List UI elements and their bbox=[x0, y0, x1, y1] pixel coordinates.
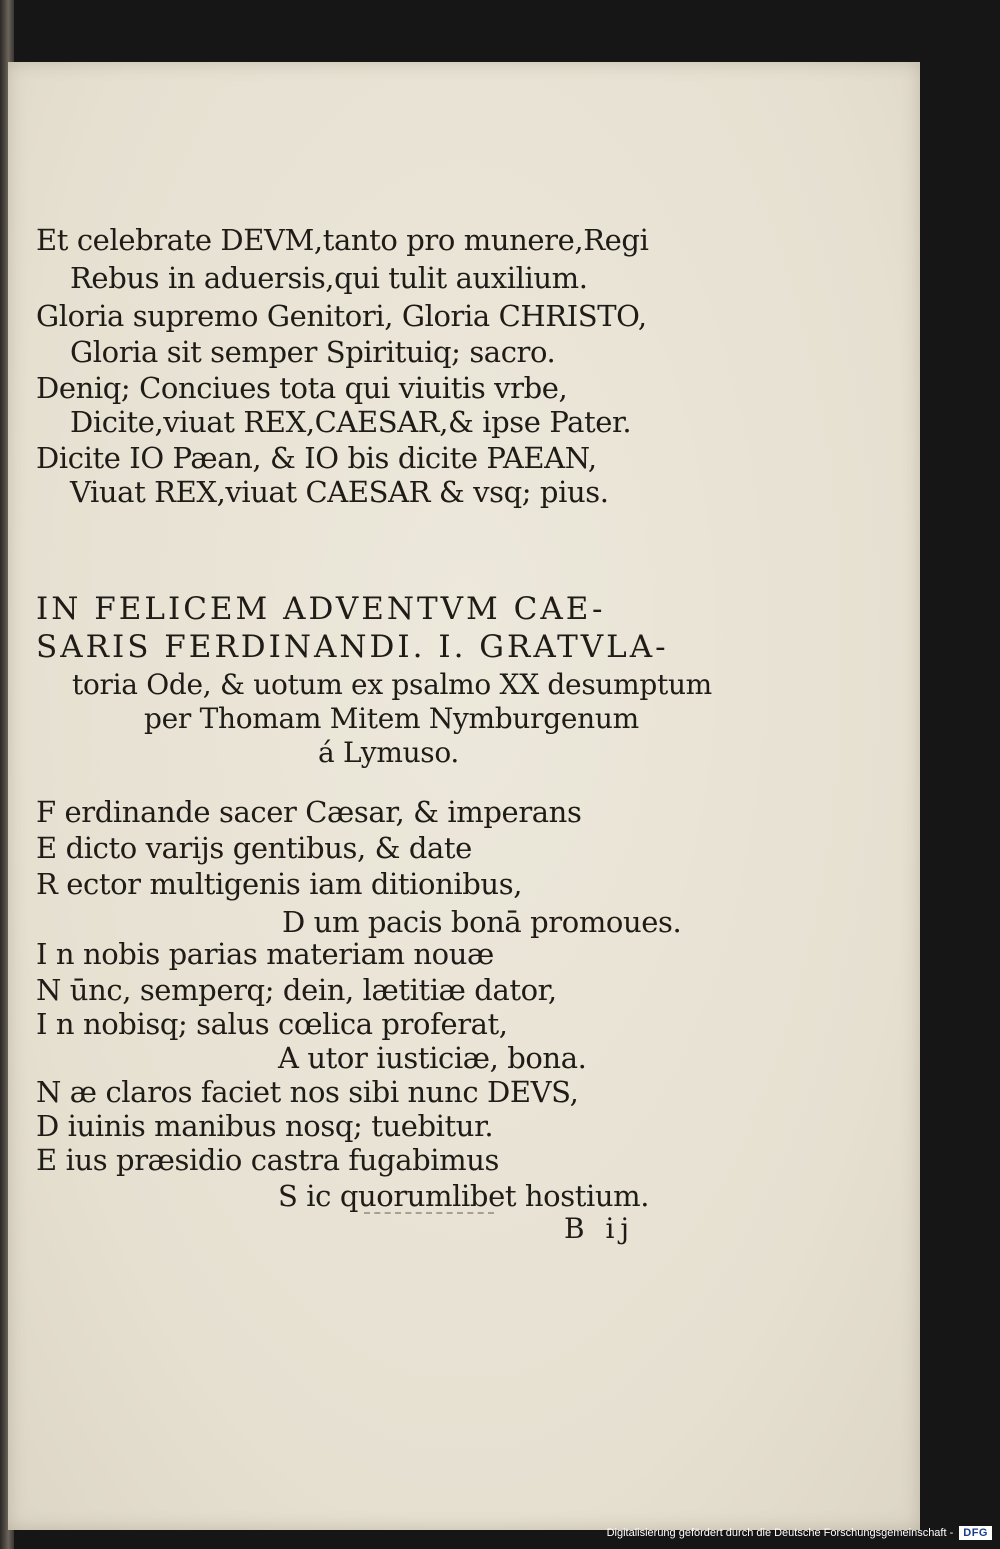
ode-line: F erdinande sacer Cæsar, & imperans bbox=[36, 795, 582, 829]
verse-line: Gloria sit semper Spirituiq; sacro. bbox=[70, 335, 556, 369]
heading-line: IN FELICEM ADVENTVM CAE- bbox=[36, 591, 606, 627]
ode-line: N ūnc, semperq; dein, lætitiæ dator, bbox=[36, 973, 557, 1007]
book-page bbox=[8, 62, 920, 1530]
ode-line: I n nobisq; salus cœlica proferat, bbox=[36, 1007, 508, 1041]
digitization-footer bbox=[607, 1523, 992, 1543]
ode-line: D iuinis manibus nosq; tuebitur. bbox=[36, 1109, 494, 1143]
funding-credit: Digitalisierung gefördert durch die Deutsche Forschungsgemeinschaft - bbox=[606, 1527, 954, 1539]
verse-line: Rebus in aduersis,qui tulit auxilium. bbox=[70, 261, 588, 295]
heading-line: toria Ode, & uotum ex psalmo XX desumptum bbox=[72, 668, 712, 701]
verse-line: Gloria supremo Genitori, Gloria CHRISTO, bbox=[36, 299, 647, 333]
ode-line: E ius præsidio castra fugabimus bbox=[36, 1143, 499, 1177]
verse-line: Dicite,viuat REX,CAESAR,& ipse Pater. bbox=[70, 405, 632, 439]
verse-line: Et celebrate DEVM,tanto pro munere,Regi bbox=[36, 223, 649, 257]
ode-line: D um pacis bonā promoues. bbox=[282, 905, 682, 939]
ode-line: S ic quorumlibet hostium. bbox=[278, 1179, 650, 1213]
heading-line: per Thomam Mitem Nymburgenum bbox=[144, 702, 639, 735]
ode-line: I n nobis parias materiam nouæ bbox=[36, 937, 494, 971]
dfg-logo: DFG bbox=[959, 1526, 992, 1540]
heading-line: á Lymuso. bbox=[318, 736, 460, 769]
ink-smudge bbox=[364, 1212, 494, 1216]
ode-line: R ector multigenis iam ditionibus, bbox=[36, 867, 523, 901]
signature-mark: B ij bbox=[564, 1212, 636, 1245]
verse-line: Viuat REX,viuat CAESAR & vsq; pius. bbox=[70, 475, 609, 509]
show-through-text bbox=[768, 202, 918, 1202]
heading-line: SARIS FERDINANDI. I. GRATVLA- bbox=[36, 629, 669, 665]
ode-line: N æ claros faciet nos sibi nunc DEVS, bbox=[36, 1075, 579, 1109]
verse-line: Deniq; Conciues tota qui viuitis vrbe, bbox=[36, 371, 568, 405]
verse-line: Dicite IO Pæan, & IO bis dicite PAEAN, bbox=[36, 441, 597, 475]
ode-line: E dicto varijs gentibus, & date bbox=[36, 831, 472, 865]
ode-line: A utor iusticiæ, bona. bbox=[278, 1041, 587, 1075]
